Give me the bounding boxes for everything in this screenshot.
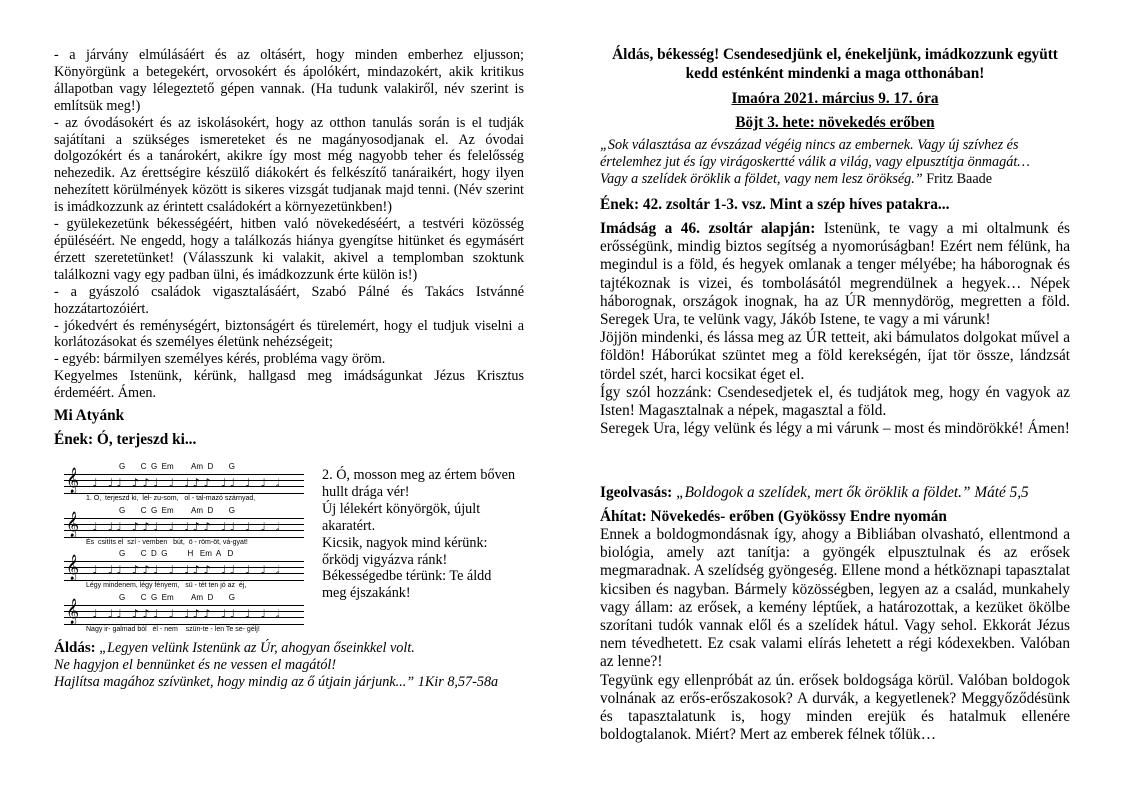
chord-row: G C D G H Em A D <box>119 549 234 558</box>
verse-line: 2. Ó, mosson meg az értem bőven <box>322 467 516 483</box>
blessing-label: Áldás: <box>54 640 96 656</box>
reading-text: „Boldogok a szelídek, mert ők öröklik a földet.” Máté 5,5 <box>676 484 1029 501</box>
verse-line: Új lélekért könyörgök, újult <box>322 500 481 517</box>
prayer-item: - a gyászoló családok vigasztalásáért, Szabó Pálné és Takács Istvánné hozzátartozóiért. <box>54 283 524 317</box>
treble-clef-icon: 𝄞 <box>66 555 80 580</box>
quote-author: Fritz Baade <box>926 170 993 187</box>
verse-line: meg éjszakánk! <box>322 585 411 602</box>
chord-row: G C G Em Am D G <box>119 462 236 471</box>
lyric-row: És csitíts el szí - vemben bút, ö - röm-öt, vá-gyat! <box>86 539 248 546</box>
devotion-paragraph: Tegyünk egy ellenpróbát az ún. erősek boldogsága körül. Valóban boldogok volnának az erős-erőszakosok? A durvák, a kegyetlenek? Meggyőződésünk és tapasztalatunk is, hogy minden erejük és hatalmuk ellenére boldogtalanok. Miért? Mert az emberek félnek tőlük… <box>600 671 1070 744</box>
treble-clef-icon: 𝄞 <box>66 512 80 537</box>
notes: ♩ ♩♩ ♪♪♩ ♩ ♩♪♪ ♩♩ ♩ ♩ 𝅗𝅥 <box>92 607 283 621</box>
reading-label: Igeolvasás: <box>600 484 673 501</box>
prayer-item: - az óvodásokért és az iskolásokért, hogy az otthon tanulás során is el tudják sajátítani a szükséges ismereteket és ne magányosodjanak el. Az óvodai dolgozókért és a tanárokért, akikre így most még nagyobb teher és felelősség nehezedik. Az érettségire készülő diákokért és felkészítő tanáraikért, hogy ilyen nehezített körülmények között is sikeres vizsgát tudjanak majd tenni. (Név szerint is imádkozzunk az érintett családokért a környezetünkben!) <box>54 114 524 216</box>
lyric-row: 1. Ó, terjeszd ki, lel- zu-som, ol - tal-mazó szárnyad, <box>86 495 256 502</box>
blessing-reference: 1Kir 8,57-58a <box>417 673 499 690</box>
verse-line: Békességedbe térünk: Te áldd <box>322 568 492 585</box>
verse-line: akaratért. <box>322 517 376 534</box>
opening-quote: „Sok választása az évszázad végéig nincs az embernek. Vagy új szívhez és értelemhez jut és így virágoskertté válik a világ, vagy elpusztítja önmagát… Vagy a szelídek öröklik a földet, vagy nem lesz örökség.” Fritz Baade <box>600 137 1030 187</box>
lords-prayer-heading: Mi Atyánk <box>54 407 125 424</box>
prayer-item: - gyülekezetünk békességéért, hitben való növekedéséért, a testvéri közösség épüléséért. Ne engedd, hogy a találkozás hiánya gyengítse hitünket és egymásért érzett szeretetünket! (Válasszunk ki valakit, akivel a templomban szoktunk találkozni vagy egy padban ülni, és imádkozzunk érte külön is!) <box>54 216 524 283</box>
lyric-row: Nagy ir- galmad ból él - nem szün-te - len Te se- gélj! <box>86 626 260 633</box>
lyric-row: Légy mindenem, légy fényem, sü - tét ten jó az éj, <box>86 582 247 589</box>
treble-clef-icon: 𝄞 <box>66 468 80 493</box>
header-line: kedd esténként mindenki a maga otthonában! <box>685 65 985 82</box>
notes: ♩ ♩♩ ♪♪♩ ♩ ♩♪♪ ♩♩ ♩ ♩ 𝅗𝅥 <box>92 563 283 577</box>
chord-row: G C G Em Am D G <box>119 506 236 515</box>
notes: ♩ ♩♩ ♪♪♩ ♩ ♩♪♪ ♩♩ ♩ ♩ 𝅗𝅥 <box>92 520 283 534</box>
date-title: Imaóra 2021. március 9. 17. óra <box>731 90 939 107</box>
psalm-paragraph: Seregek Ura, légy velünk és légy a mi várunk – most és mindörökké! Ámen! <box>600 420 1070 438</box>
sheet-music <box>64 462 314 637</box>
bible-reading <box>600 484 1070 502</box>
week-title: Böjt 3. hete: növekedés erőben <box>735 114 935 131</box>
psalm-label: Imádság a 46. zsoltár alapján: <box>600 220 816 237</box>
verse-2 <box>322 467 527 602</box>
prayer-item: - egyéb: bármilyen személyes kérés, probléma vagy öröm. <box>54 351 386 368</box>
psalm-paragraph: Így szól hozzánk: Csendesedjetek el, és tudjátok meg, hogy én vagyok az Isten! Magasztalnak a népek, magasztal a föld. <box>600 383 1070 420</box>
devotion-heading: Áhítat: Növekedés- erőben (Gyökössy Endre nyomán <box>600 508 947 525</box>
song-heading: Ének: Ó, terjeszd ki... <box>54 431 197 448</box>
psalm-paragraph: Jöjjön mindenki, és lássa meg az ÚR tetteit, aki bámulatos dolgokat művel a földön! Háborúkat szüntet meg a föld kerekségén, íjat tör össze, lándzsát tördel szét, harci kocsikat éget el. <box>600 329 1070 383</box>
chord-row: G C G Em Am D G <box>119 593 236 602</box>
psalm-paragraph: Istenünk, te vagy a mi oltalmunk és erősségünk, mindig biztos segítség a nyomorúságban! Ezért nem félünk, ha megindul is a föld, és hegyek omlanak a tenger mélyébe; ha háborognak és tajtékoznak is vizei, és tombolásától megrendülnek a hegyek… Népek háborognak, országok inognak, ha az ÚR mennydörög, megretten a föld. Seregek Ura, te velünk vagy, Jákób Istene, te vagy a mi várunk! <box>600 220 1070 329</box>
intercession-list <box>54 47 524 402</box>
blessing-line: Ne hagyjon el bennünket és ne vessen el magától! <box>54 656 337 673</box>
notes: ♩ ♩♩ ♪♪♩ ♩ ♩♪♪ ♩♩ ♩ ♩ 𝅗𝅥 <box>92 476 283 490</box>
devotion-paragraph: Ennek a boldogmondásnak így, ahogy a Bibliában olvasható, ellentmond a biológia, amely azt tanítja: a gyöngék elpusztulnak és az erősek megmaradnak. A szelídség gyöngeség. Ellene mond a hétköznapi tapasztalat kicsiben és nagyban. Bármely közösségben, legyen az a család, munkahely vagy állam: az erősek, a kemény léptűek, a határozottak, a kezüket ökölbe szorítani tudók vannak elől és a szelídek hátul. Vagy sehol. Ekkorát Jézus nem tévedhetett. Ez csak valami elírás lehetett a régi kódexekben. Valóban az lenne?! <box>600 526 1070 671</box>
song-heading: Ének: 42. zsoltár 1-3. vsz. Mint a szép híves patakra... <box>600 196 950 213</box>
prayer-item: - a járvány elmúlásáért és az oltásért, hogy minden emberhez eljusson; Könyörgünk a betegekért, orvosokért és ápolókért, mindazokért, akik kritikus állapotban vagy lélegeztető gépen vannak. (Ha tudunk valakiről, név szerint is említsük meg!) <box>54 47 524 114</box>
psalm-prayer <box>600 220 1070 438</box>
devotion <box>600 526 1070 744</box>
closing-prayer: Kegyelmes Istenünk, kérünk, hallgasd meg imádságunkat Jézus Krisztus érdeméért. Ámen. <box>54 368 524 402</box>
blessing <box>54 640 524 691</box>
blessing-line: „Legyen velünk Istenünk az Úr, ahogyan őseinkkel volt. <box>99 640 415 656</box>
treble-clef-icon: 𝄞 <box>66 599 80 624</box>
header-line: Áldás, békesség! Csendesedjünk el, énekeljünk, imádkozzunk együtt <box>612 46 1058 63</box>
verse-line: Kicsik, nagyok mind kérünk: <box>322 534 488 551</box>
blessing-line: Hajlítsa magához szívünket, hogy mindig az ő útjain járjunk...” <box>54 673 415 690</box>
verse-line: hullt drága vér! <box>322 483 410 500</box>
prayer-item: - jókedvért és reménységért, biztonságért és türelemért, hogy el tudjuk viselni a korlátozásokat és személyes életünk nehézségeit; <box>54 317 524 351</box>
verse-line: őrködj vigyázva ránk! <box>322 551 448 568</box>
